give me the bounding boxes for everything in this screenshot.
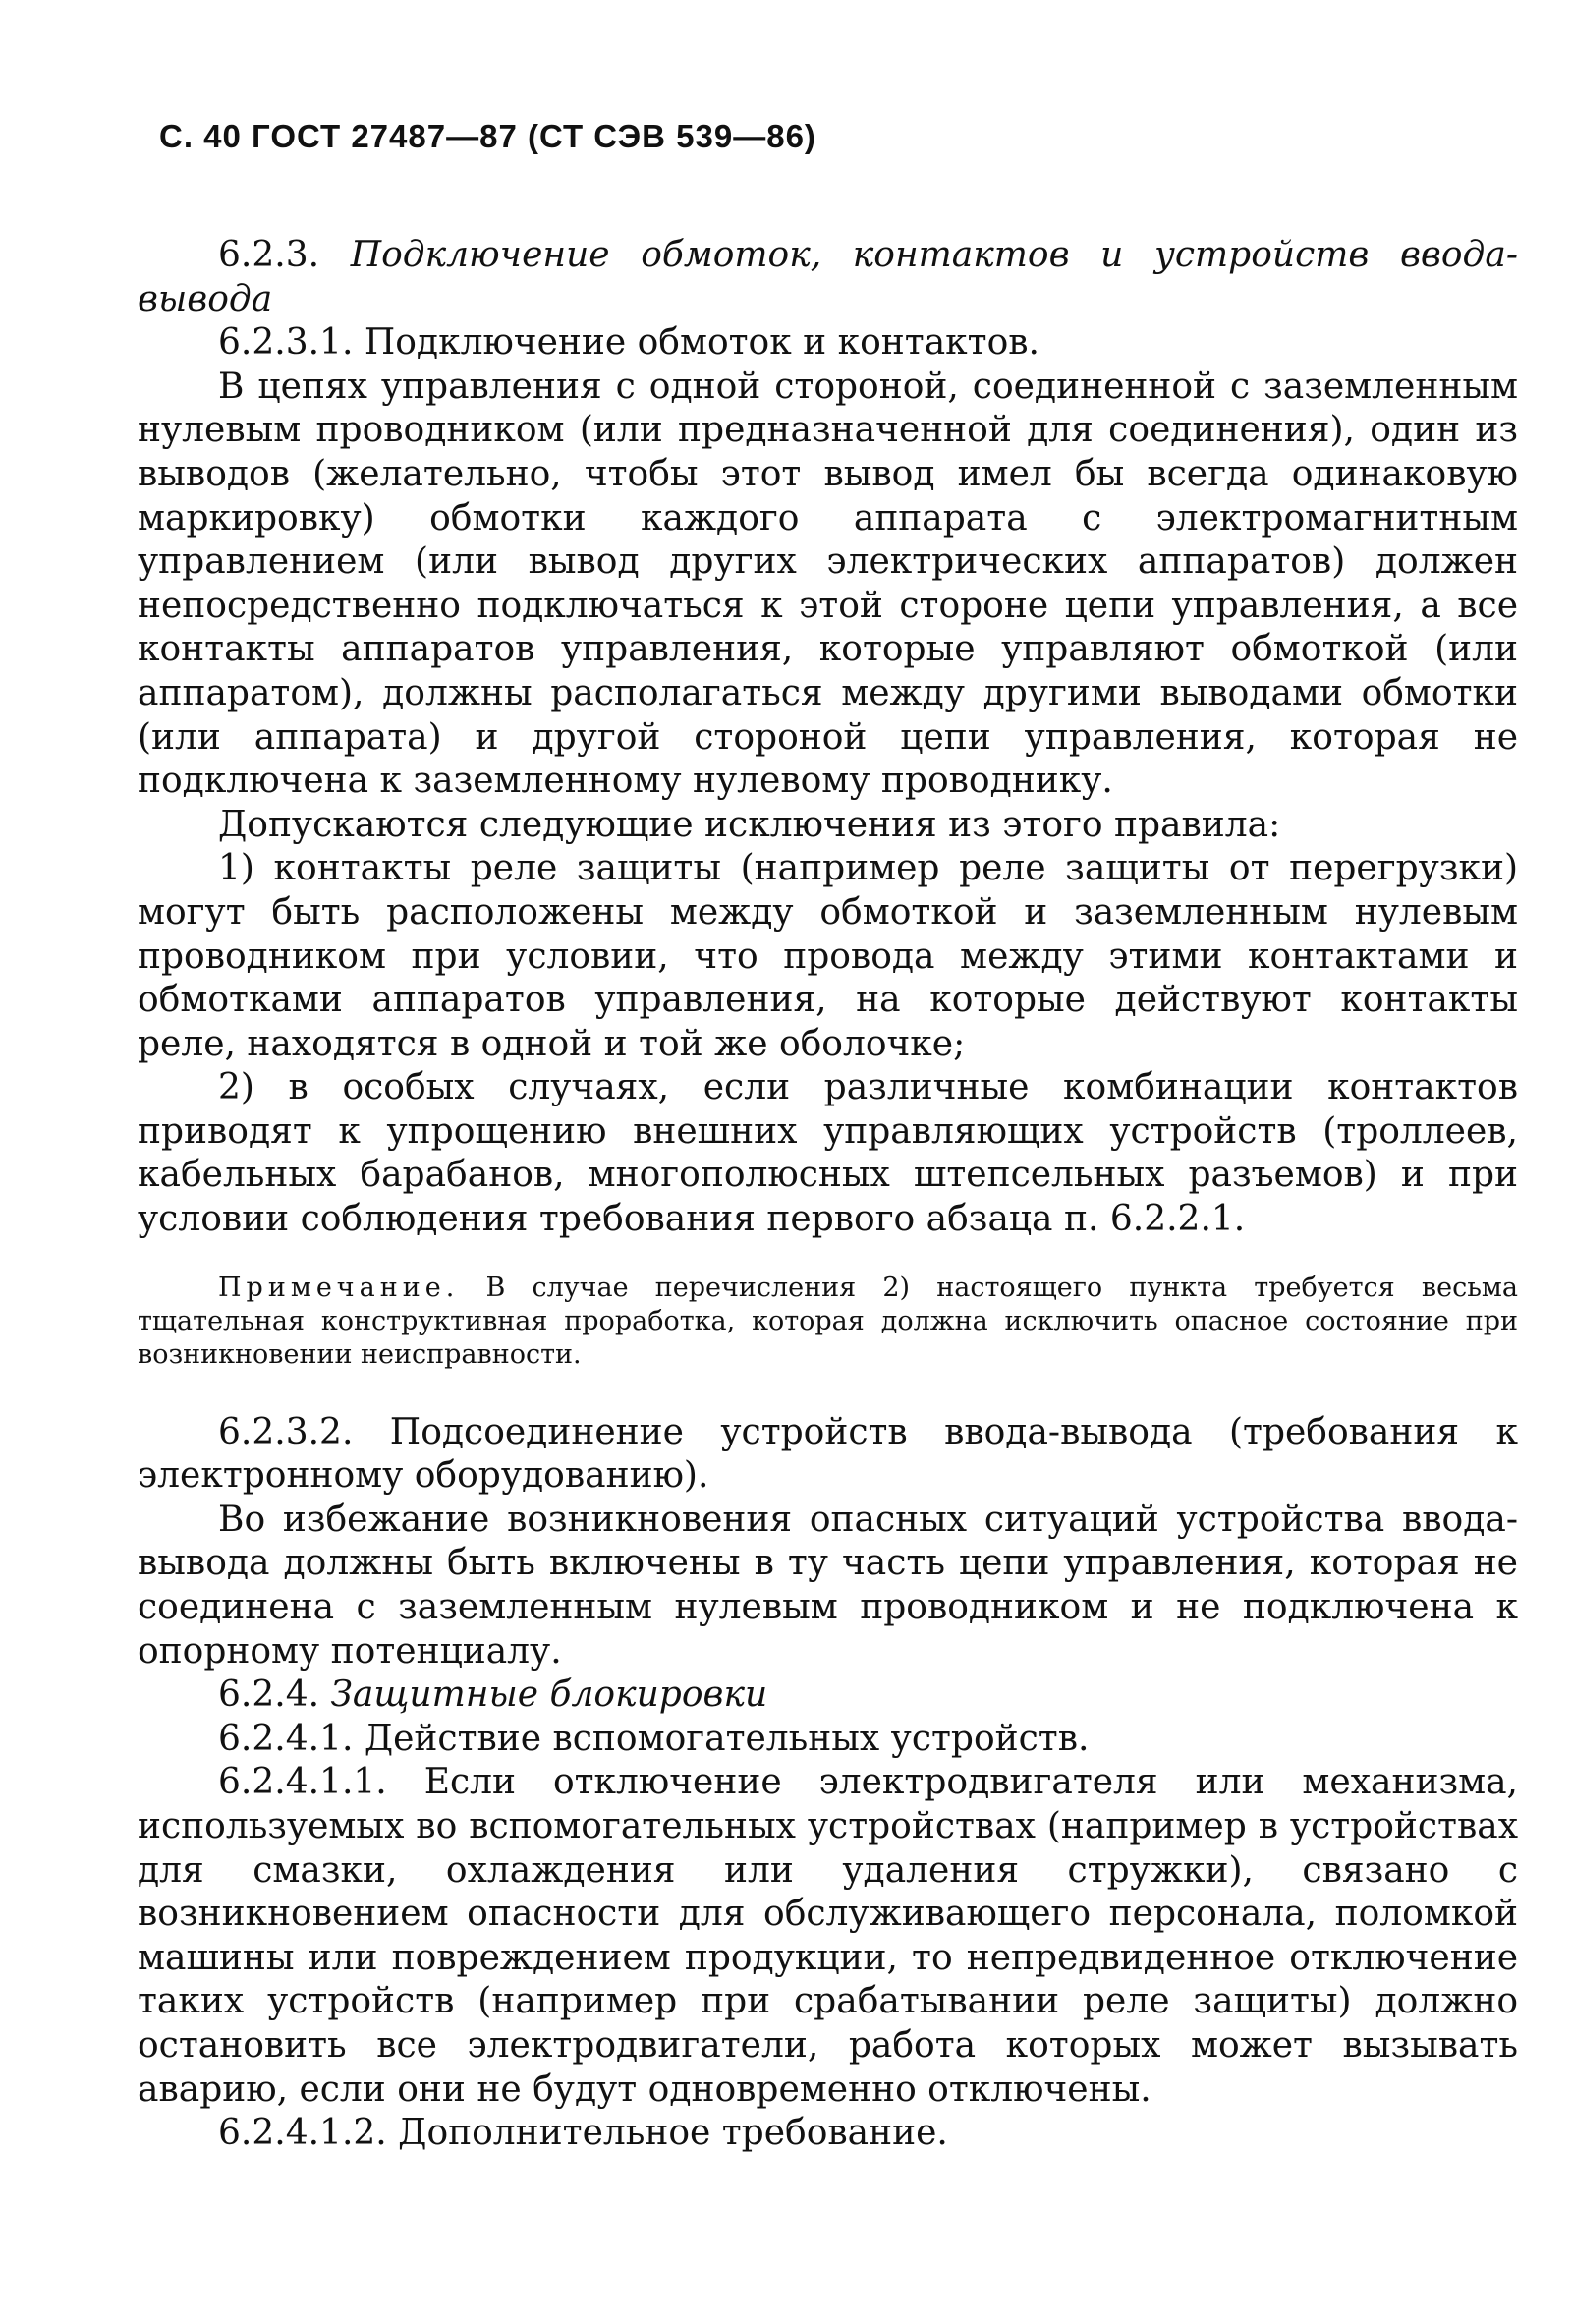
section-6-2-3-1-title: 6.2.3.1. Подключение обмоток и контактов. — [218, 322, 1039, 364]
section-6-2-4-1-title: 6.2.4.1. Действие вспомогательных устройств. — [218, 1718, 1090, 1759]
document-page — [138, 118, 1518, 2156]
paragraph-io-devices: Во избежание возникновения опасных ситуаций устройства ввода-вывода должны быть включены в ту часть цепи управления, которая не соединена с заземленным нулевым проводником и не подключена к опорному потенциалу. — [138, 1499, 1518, 1672]
section-6-2-3-number: 6.2.3. — [218, 235, 320, 275]
paragraph-6-2-4-1-1: 6.2.4.1.1. Если отключение электродвигателя или механизма, используемых во вспомогательных устройствах (например в устройствах для смазки, охлаждения или удаления стружки), связано с возникновением опасности для обслуживающего персонала, поломкой машины или повреждением продукции, то непредвиденное отключение таких устройств (например при срабатывании реле защиты) должно остановить все электродвигатели, работа которых может вызывать аварию, если они не будут одновременно отключены. — [138, 1762, 1518, 2110]
section-6-2-3-title: Подключение обмоток, контактов и устройств ввода-вывода — [138, 235, 1518, 319]
section-6-2-3-2-title: 6.2.3.2. Подсоединение устройств ввода-вывода (требования к электронному оборудованию). — [138, 1411, 1518, 1497]
section-6-2-4-1-2-title: 6.2.4.1.2. Дополнительное требование. — [218, 2113, 948, 2154]
note-text: В случае перечисления 2) настоящего пункта требуется весьма тщательная конструктивная проработка, которая должна исключить опасное состояние при возникновении неисправности. — [138, 1272, 1518, 1370]
section-6-2-4-title: Защитные блокировки — [330, 1674, 768, 1716]
paragraph-exceptions-intro: Допускаются следующие исключения из этого правила: — [218, 804, 1281, 845]
document-body — [138, 234, 1518, 2156]
page-header: С. 40 ГОСТ 27487—87 (СТ СЭВ 539—86) — [159, 118, 816, 154]
exception-item-1: 1) контакты реле защиты (например реле защиты от перегрузки) могут быть расположены между обмоткой и заземленным нулевым проводником при условии, что провода между этими контактами и обмотками аппаратов управления, на которые действуют контакты реле, находятся в одной и той же оболочке; — [138, 848, 1518, 1064]
exception-item-2: 2) в особых случаях, если различные комбинации контактов приводят к упрощению внешних управляющих устройств (троллеев, кабельных барабанов, многополюсных штепсельных разъемов) и при условии соблюдения требования первого абзаца п. 6.2.2.1. — [138, 1067, 1518, 1240]
note-block — [138, 1272, 1518, 1372]
section-6-2-4-number: 6.2.4. — [218, 1674, 320, 1716]
note-label: Примечание. — [218, 1272, 460, 1303]
section-6-2-4-heading — [138, 1673, 1518, 1718]
paragraph-control-circuits: В цепях управления с одной стороной, соединенной с заземленным нулевым проводником (или предназначенной для соединения), один из выводов (желательно, чтобы этот вывод имел бы всегда одинаковую маркировку) обмотки каждого аппарата с электромагнитным управлением (или вывод других электрических аппаратов) должен непосредственно подключаться к этой стороне цепи управления, а все контакты аппаратов управления, которые управляют обмоткой (или аппаратом), должны располагаться между другими выводами обмотки (или аппарата) и другой стороной цепи управления, которая не подключена к заземленному нулевому проводнику. — [138, 366, 1518, 802]
section-6-2-3-heading — [138, 234, 1518, 321]
